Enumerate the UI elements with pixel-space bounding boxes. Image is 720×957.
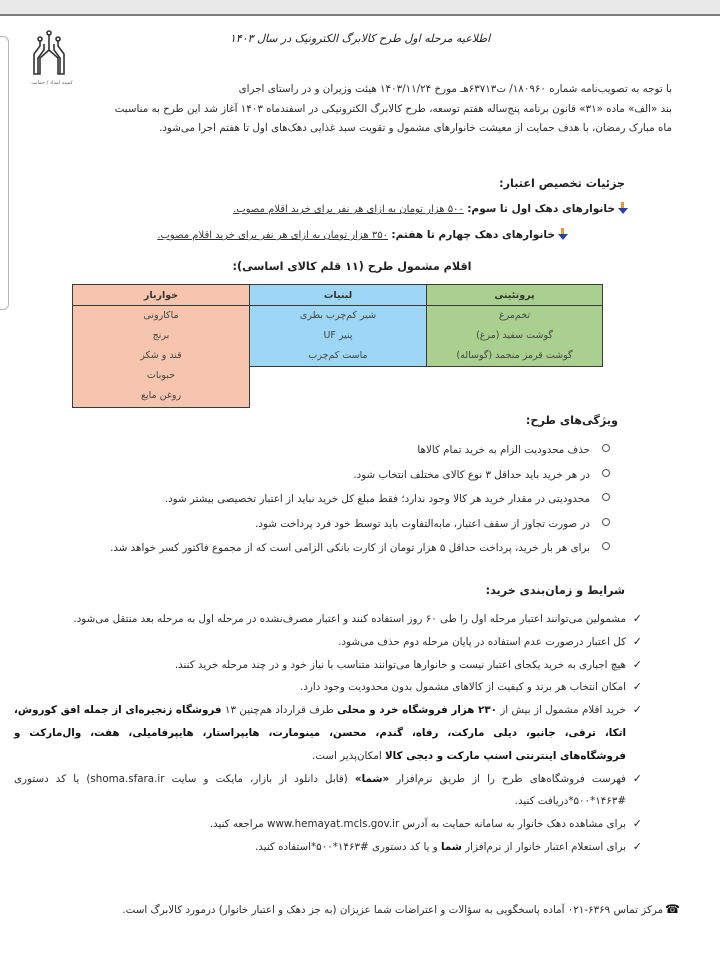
checkmark-icon: ✓ xyxy=(632,634,642,648)
table-blank xyxy=(250,367,603,408)
list-item xyxy=(50,438,610,463)
credit-value: ۵۰۰ هزار تومان به ازای هر نفر برای خرید اقلام مصوب. xyxy=(233,204,464,215)
list-item-text: طرف قرارداد هم‌چنین ۱۳ xyxy=(221,704,338,717)
conditions-list xyxy=(14,608,642,859)
credit-label: خانوارهای دهک چهارم تا هفتم: xyxy=(391,229,555,241)
list-item-text: «شما» xyxy=(354,772,390,785)
list-item-text: امکان انتخاب هر برند و کیفیت از کالاهای مشمول بدون محدودیت وجود دارد. xyxy=(300,681,626,694)
list-item xyxy=(14,813,642,836)
checkmark-icon: ✓ xyxy=(632,680,642,694)
protein-items xyxy=(427,306,603,367)
list-item-text: فروشگاه زنجیره‌ای از جمله افق کوروش، اتکا، ترقی، جانبو، دیلی مارکت، رفاه، گندم، محسن، مینومارت، هایپراستار، هایپرفامیلی، هفت، وال‌مارکت و فروشگاه‌های اینترنتی اسنپ مارکت و دیجی کالا xyxy=(14,704,626,762)
intro-line: ماه مبارک رمضان، با هدف حمایت از معیشت خانوارهای مشمول و تقویت سبد غذایی دهک‌های اول تا هفتم اجرا می‌شود. xyxy=(159,122,672,134)
column-header-grocery: خواربار xyxy=(73,285,250,306)
credit-value: ۳۵۰ هزار تومان به ازای هر نفر برای خرید اقلام مصوب. xyxy=(157,230,388,241)
list-item-text: و یا کد دستوری #۱۴۶۳*۵۰۰*استفاده کنید. xyxy=(255,840,441,853)
viewer-top-bar xyxy=(0,0,720,16)
list-item xyxy=(14,676,642,699)
checkmark-icon: ✓ xyxy=(632,657,642,671)
features-heading: ویژگی‌های طرح: xyxy=(525,414,618,427)
dairy-items xyxy=(250,306,427,367)
list-item-text: در هر خرید باید حداقل ۳ نوع کالای مختلف انتخاب شود. xyxy=(353,468,590,481)
credit-heading: جزئیات تخصیص اعتبار: xyxy=(499,177,625,190)
circle-bullet-icon xyxy=(602,518,610,526)
logo-caption: کمیته امداد / حمایت xyxy=(31,80,73,86)
arrow-down-bullet-icon xyxy=(618,202,628,214)
contact-info xyxy=(30,895,680,924)
list-item-text: شما xyxy=(441,840,462,853)
page-title: اطلاعیه مرحله اول طرح کالابرگ الکترونیک در سال ۱۴۰۳ xyxy=(229,32,491,45)
credit-row xyxy=(233,202,628,215)
items-table-title: اقلام مشمول طرح (۱۱ قلم کالای اساسی): xyxy=(232,260,472,273)
arrow-down-bullet-icon xyxy=(558,228,568,240)
table-item: پنیر UF xyxy=(323,330,353,341)
list-item xyxy=(14,608,642,631)
checkmark-icon: ✓ xyxy=(632,771,642,785)
credit-row xyxy=(157,228,568,241)
list-item-text: (قابل دانلود از بازار، مایکت و سایت shoma.sfara.ir) یا کد دستوری #۱۴۶۳*۵۰۰*دریافت کنید. xyxy=(14,772,626,808)
grocery-items xyxy=(73,306,250,408)
table-item: گوشت سفید (مرغ) xyxy=(476,330,553,341)
list-item xyxy=(14,654,642,677)
contact-text: مرکز تماس ۶۳۶۹-۰۲۱ آماده پاسخگویی به سؤالات و اعتراضات شما عزیزان (به جز دهک و اعتبار خانوار) درمورد کالابرگ است. xyxy=(122,904,664,916)
list-item-text: برای استعلام اعتبار خانوار از نرم‌افزار xyxy=(461,840,626,853)
column-header-dairy: لبنیات xyxy=(250,285,427,306)
list-item xyxy=(50,512,610,537)
list-item xyxy=(50,536,610,561)
features-list xyxy=(50,438,610,561)
list-item xyxy=(14,768,642,814)
telephone-icon: ☎ xyxy=(665,902,680,916)
circle-bullet-icon xyxy=(602,493,610,501)
credit-label: خانوارهای دهک اول تا سوم: xyxy=(467,203,615,215)
list-item-text: مشمولین می‌توانند اعتبار مرحله اول را طی ۶۰ روز استفاده کنند و اعتبار مصرف‌نشده در مرحله اول به مرحله بعد منتقل می‌شود. xyxy=(73,613,626,625)
table-item: حبوبات xyxy=(146,370,176,382)
list-item-text: ۲۳۰ هزار فروشگاه خرد و محلی xyxy=(337,704,497,717)
circle-bullet-icon xyxy=(602,469,610,477)
column-header-protein: پروتئینی xyxy=(427,285,603,306)
side-frame xyxy=(0,36,9,310)
conditions-heading: شرایط و زمان‌بندی خرید: xyxy=(485,584,625,597)
list-item-text: کل اعتبار درصورت عدم استفاده در پایان مرحله دوم حذف می‌شود. xyxy=(338,635,626,648)
table-item: گوشت قرمز منجمد (گوساله) xyxy=(456,350,573,361)
table-item: ماست کم‌چرب xyxy=(308,350,368,361)
list-item xyxy=(14,836,642,859)
table-item: برنج xyxy=(152,330,170,342)
circle-bullet-icon xyxy=(602,444,610,452)
table-item: روغن مایع xyxy=(140,390,182,402)
items-table xyxy=(72,284,603,408)
table-item: ماکارونی xyxy=(143,310,179,322)
list-item-text: محدودیتی در مقدار خرید هر کالا وجود ندارد؛ فقط مبلغ کل خرید نباید از اعتبار تخصیصی بیشتر شود. xyxy=(164,493,590,506)
list-item-text: حذف محدودیت الزام به خرید تمام کالاها xyxy=(417,444,590,456)
list-item-text: هیچ اجباری به خرید یکجای اعتبار نیست و خانوارها می‌توانند متناسب با نیاز خود و در چند مرحله خرید کنند. xyxy=(174,658,626,671)
checkmark-icon: ✓ xyxy=(632,703,642,717)
list-item-text: برای مشاهده دهک خانوار به سامانه حمایت به آدرس www.hemayat.mcls.gov.ir مراجعه کنید. xyxy=(209,818,626,831)
list-item xyxy=(50,487,610,512)
list-item-text: در صورت تجاوز از سقف اعتبار، مابه‌التفاوت باید توسط خود فرد پرداخت شود. xyxy=(255,517,590,530)
table-item: قند و شکر xyxy=(140,350,182,362)
list-item xyxy=(14,631,642,654)
intro-line: با توجه به تصویب‌نامه شماره ۱۸۰۹۶۰/ ت۶۳۷۱۳هـ مورخ ۱۴۰۳/۱۱/۲۴ هیئت وزیران و در راستای اجرای xyxy=(238,83,672,95)
intro-line: بند «الف» ماده «۳۱» قانون برنامه پنج‌ساله هفتم توسعه، طرح کالابرگ الکترونیکی در اسفندماه ۱۴۰۳ آغاز شد این طرح به مناسبت xyxy=(114,102,672,115)
list-item-text: فهرست فروشگاه‌های طرح را از طریق نرم‌افزار xyxy=(389,772,626,785)
checkmark-icon: ✓ xyxy=(632,839,642,853)
checkmark-icon: ✓ xyxy=(632,817,642,831)
circle-bullet-icon xyxy=(602,542,610,550)
list-item xyxy=(50,463,610,488)
organization-logo-icon xyxy=(28,30,70,76)
list-item xyxy=(14,699,642,767)
checkmark-icon: ✓ xyxy=(632,612,642,625)
table-item: شیر کم‌چرب بطری xyxy=(299,310,377,321)
table-item: تخم‌مرغ xyxy=(498,310,531,321)
intro-paragraph xyxy=(62,80,672,139)
list-item-text: امکان‌پذیر است. xyxy=(312,749,386,762)
list-item-text: برای هر بار خرید، پرداخت حداقل ۵ هزار تومان از کارت بانکی الزامی است که از مجموع فاکتور کسر خواهد شد. xyxy=(110,542,590,555)
list-item-text: خرید اقلام مشمول از بیش از xyxy=(496,704,627,717)
